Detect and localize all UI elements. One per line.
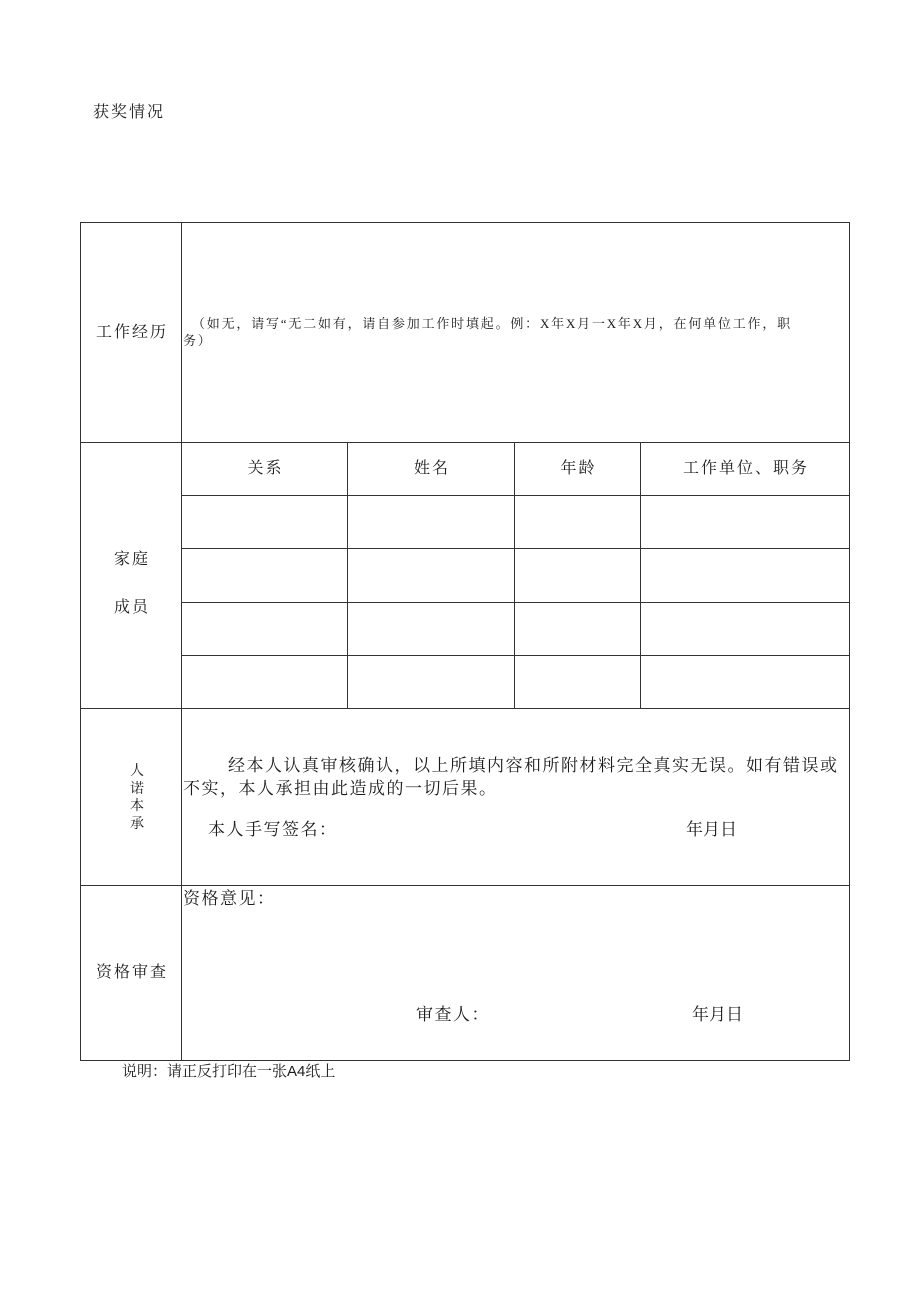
table-cell bbox=[182, 603, 348, 656]
column-header-age bbox=[515, 443, 641, 496]
review-date-label: 年月日 bbox=[692, 1005, 743, 1024]
pledge-statement-line-2: 不实，本人承担由此造成的一切后果。 bbox=[183, 779, 498, 798]
column-header-age-label: 年龄 bbox=[560, 460, 597, 477]
pledge-label-char: 本 bbox=[130, 799, 144, 814]
table-cell bbox=[348, 496, 515, 549]
pledge-label-char: 诺 bbox=[130, 781, 144, 797]
table-cell bbox=[641, 603, 850, 656]
work-history-label: 工作经历 bbox=[95, 323, 168, 341]
table-cell bbox=[348, 603, 515, 656]
pledge-label bbox=[130, 763, 144, 833]
table-cell bbox=[641, 656, 850, 709]
pledge-label-char: 承 bbox=[130, 816, 144, 832]
table-cell bbox=[641, 496, 850, 549]
column-header-employer-position bbox=[641, 443, 850, 496]
awards-heading: 获奖情况 bbox=[93, 104, 166, 121]
qualification-review-content-cell bbox=[182, 886, 850, 1061]
work-history-label-cell bbox=[81, 223, 182, 443]
signature-label: 本人手写签名： bbox=[208, 820, 338, 839]
column-header-employer-position-label: 工作单位、职务 bbox=[682, 460, 809, 477]
pledge-statement-line-1: 经本人认真审核确认，以上所填内容和所附材料完全真实无误。如有错误或 bbox=[228, 756, 839, 775]
table-cell bbox=[515, 496, 641, 549]
pledge-date-label: 年月日 bbox=[686, 820, 737, 839]
pledge-label-cell bbox=[81, 709, 182, 886]
column-header-relation-label: 关系 bbox=[247, 460, 284, 477]
pledge-content-cell bbox=[182, 709, 850, 886]
qualification-opinion-label: 资格意见： bbox=[183, 889, 276, 908]
qualification-review-label: 资格审查 bbox=[95, 964, 168, 981]
family-members-label-cell bbox=[81, 443, 182, 709]
table-cell bbox=[515, 656, 641, 709]
column-header-name bbox=[348, 443, 515, 496]
work-history-hint-line-2: 务） bbox=[183, 333, 213, 348]
table-cell bbox=[348, 549, 515, 603]
family-members-label-line-1: 家庭 bbox=[113, 551, 150, 568]
work-history-hint bbox=[183, 315, 792, 349]
table-cell bbox=[182, 496, 348, 549]
application-form-table bbox=[80, 222, 850, 1061]
table-cell bbox=[182, 549, 348, 603]
work-history-hint-line-1: （如无，请写“无二如有，请自参加工作时填起。例：X年X月一X年X月，在何单位工作，职 bbox=[192, 316, 792, 331]
reviewer-label: 审查人： bbox=[416, 1005, 490, 1024]
table-cell bbox=[641, 549, 850, 603]
table-cell bbox=[348, 656, 515, 709]
table-cell bbox=[182, 656, 348, 709]
family-members-label-line-2: 成员 bbox=[113, 599, 150, 616]
qualification-review-label-cell bbox=[81, 886, 182, 1061]
column-header-name-label: 姓名 bbox=[413, 460, 450, 477]
table-cell bbox=[515, 549, 641, 603]
column-header-relation bbox=[182, 443, 348, 496]
pledge-label-char: 人 bbox=[130, 764, 144, 779]
table-cell bbox=[515, 603, 641, 656]
work-history-content-cell bbox=[182, 223, 850, 443]
print-instruction-note: 说明：请正反打印在一张A4纸上 bbox=[122, 1063, 336, 1080]
